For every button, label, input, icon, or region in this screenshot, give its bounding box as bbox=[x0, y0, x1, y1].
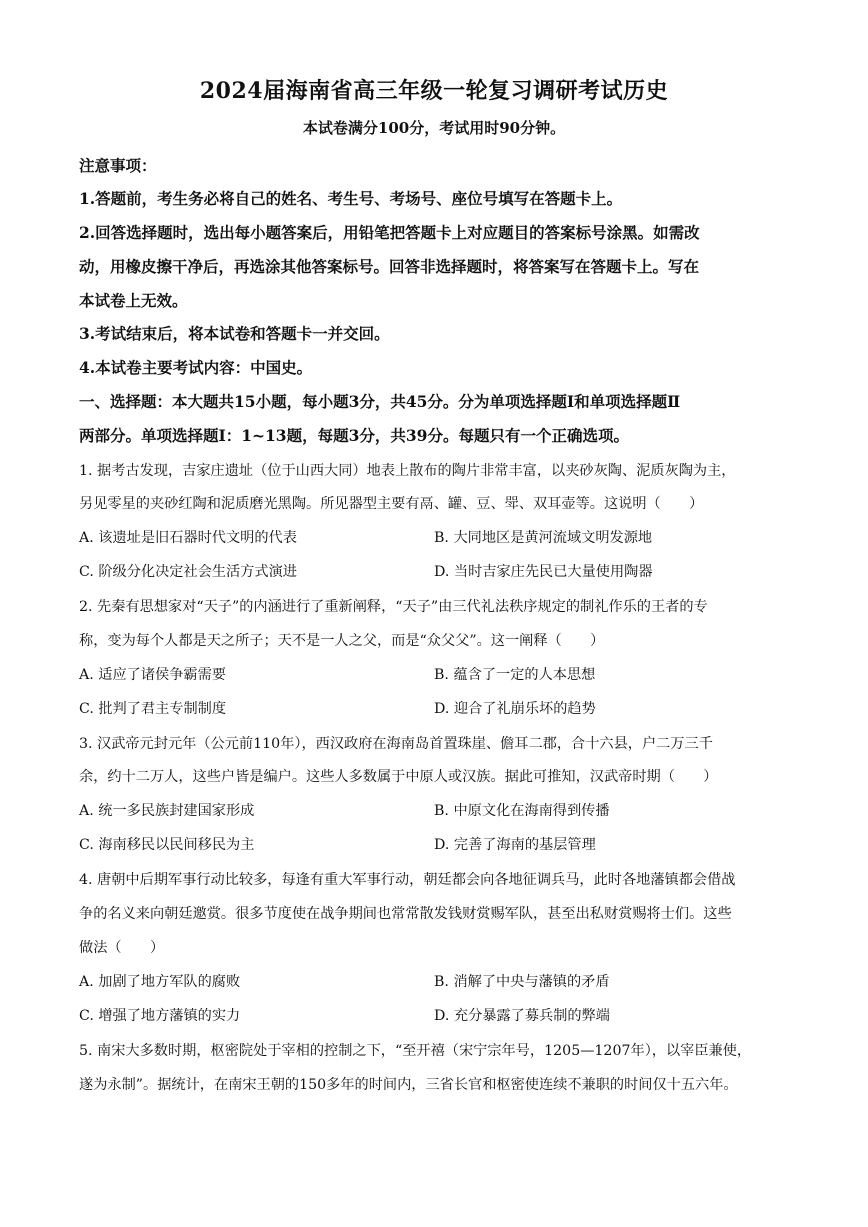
notice-line: 2.回答选择题时，选出每小题答案后，用铅笔把答题卡上对应题目的答案标号涂黑。如需改 bbox=[79, 223, 700, 242]
question-stem: 3. 汉武帝元封元年（公元前110年），西汉政府在海南岛首置珠崖、儋耳二郡，合十六县，户二万三千 bbox=[79, 736, 713, 752]
option-d: D. 迎合了礼崩乐坏的趋势 bbox=[434, 701, 596, 717]
question-stem: 5. 南宋大多数时期，枢密院处于宰相的控制之下，“至开禧（宋宁宗年号，1205—1207年），以宰臣兼使， bbox=[79, 1043, 752, 1059]
question-stem: 做法（ ） bbox=[79, 940, 165, 956]
exam-title: 2024届海南省高三年级一轮复习调研考试历史 bbox=[199, 78, 669, 104]
question-stem: 另见零星的夹砂红陶和泥质磨光黑陶。所见器型主要有鬲、罐、豆、斝、双耳壶等。这说明（ ） bbox=[79, 496, 704, 512]
notice-line: 3.考试结束后，将本试卷和答题卡一并交回。 bbox=[79, 324, 390, 343]
question-stem: 2. 先秦有思想家对“天子”的内涵进行了重新阐释，“天子”由三代礼法秩序规定的制礼作乐的王者的专 bbox=[79, 599, 708, 615]
option-c: C. 阶级分化决定社会生活方式演进 bbox=[79, 564, 297, 580]
question-stem: 遂为永制”。据统计，在南宋王朝的150多年的时间内，三省长官和枢密使连续不兼职的时间仅十五六年。 bbox=[79, 1077, 738, 1093]
section-heading: 一、选择题：本大题共15小题，每小题3分，共45分。分为单项选择题Ⅰ和单项选择题Ⅱ bbox=[79, 392, 681, 411]
section-heading: 两部分。单项选择题Ⅰ：1~13题，每题3分，共39分。每题只有一个正确选项。 bbox=[79, 426, 629, 445]
option-c: C. 海南移民以民间移民为主 bbox=[79, 837, 255, 853]
option-a: A. 加剧了地方军队的腐败 bbox=[79, 974, 241, 990]
notice-line: 4.本试卷主要考试内容：中国史。 bbox=[79, 358, 313, 377]
question-stem: 余，约十二万人，这些户皆是编户。这些人多数属于中原人或汉族。据此可推知，汉武帝时期（ ） bbox=[79, 769, 718, 785]
option-c: C. 增强了地方藩镇的实力 bbox=[79, 1008, 241, 1024]
option-b: B. 消解了中央与藩镇的矛盾 bbox=[434, 974, 610, 990]
option-b: B. 蕴含了一定的人本思想 bbox=[434, 667, 596, 683]
option-c: C. 批判了君主专制制度 bbox=[79, 701, 227, 717]
option-b: B. 大同地区是黄河流域文明发源地 bbox=[434, 530, 653, 546]
option-d: D. 当时吉家庄先民已大量使用陶器 bbox=[434, 564, 653, 580]
option-a: A. 该遗址是旧石器时代文明的代表 bbox=[79, 530, 297, 546]
option-b: B. 中原文化在海南得到传播 bbox=[434, 803, 610, 819]
question-stem: 争的名义来向朝廷邀赏。很多节度使在战争期间也常常散发钱财赏赐军队，甚至出私财赏赐将士们。这些 bbox=[79, 906, 732, 922]
option-d: D. 充分暴露了募兵制的弊端 bbox=[434, 1008, 610, 1024]
question-stem: 称，变为每个人都是天之所子；天不是一人之父，而是“众父父”。这一阐释（ ） bbox=[79, 633, 605, 649]
notice-line: 动，用橡皮擦干净后，再选涂其他答案标号。回答非选择题时，将答案写在答题卡上。写在 bbox=[79, 257, 700, 276]
exam-subtitle: 本试卷满分100分，考试用时90分钟。 bbox=[302, 119, 566, 137]
notice-heading: 注意事项： bbox=[79, 156, 157, 175]
notice-line: 1.答题前，考生务必将自己的姓名、考生号、考场号、座位号填写在答题卡上。 bbox=[79, 189, 623, 208]
option-a: A. 统一多民族封建国家形成 bbox=[79, 803, 255, 819]
notice-line: 本试卷上无效。 bbox=[79, 291, 188, 310]
question-stem: 1. 据考古发现，吉家庄遗址（位于山西大同）地表上散布的陶片非常丰富，以夹砂灰陶、泥质灰陶为主， bbox=[79, 463, 736, 479]
option-d: D. 完善了海南的基层管理 bbox=[434, 837, 596, 853]
question-stem: 4. 唐朝中后期军事行动比较多，每逢有重大军事行动，朝廷都会向各地征调兵马，此时各地藩镇都会借战 bbox=[79, 872, 736, 888]
option-a: A. 适应了诸侯争霸需要 bbox=[79, 667, 226, 683]
